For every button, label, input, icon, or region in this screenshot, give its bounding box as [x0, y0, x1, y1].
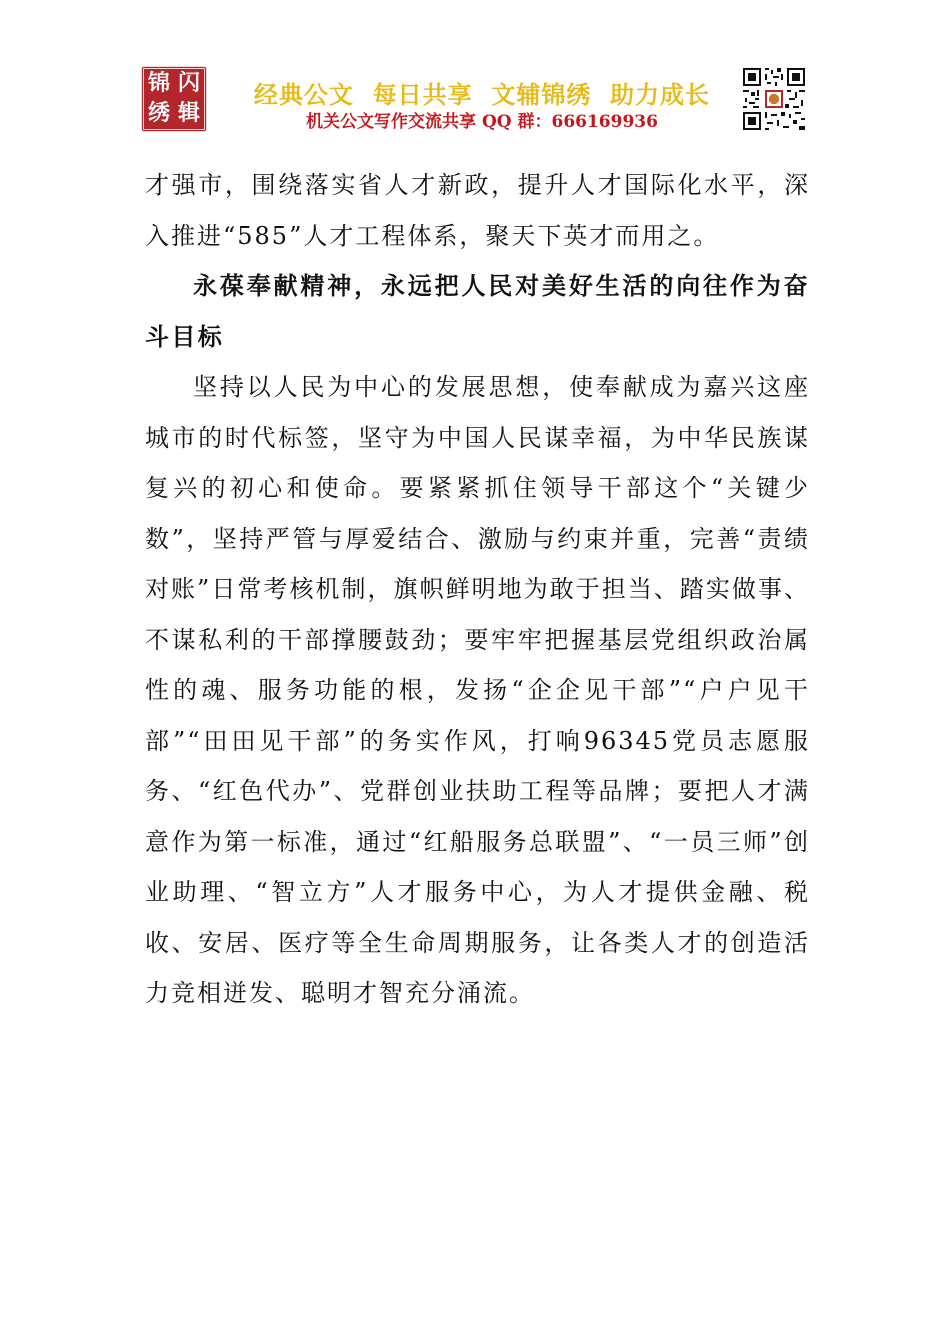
seal-char: 辑 — [177, 101, 200, 126]
section-heading: 永葆奉献精神，永远把人民对美好生活的向往作为奋斗目标 — [145, 272, 810, 351]
header-slogan: 经典公文 每日共享 文辅锦绣 助力成长 — [253, 81, 711, 109]
header-qq-group: 机关公文写作交流共享 QQ 群：666169936 — [306, 112, 658, 132]
paragraph: 坚持以人民为中心的发展思想，使奉献成为嘉兴这座城市的时代标签，坚守为中国人民谋幸福，为中华民族谋复兴的初心和使命。要紧紧抓住领导干部这个“关键少数”，坚持严管与厚爱结合、激励与约束并重，完善“责绩对账”日常考核机制，旗帜鲜明地为敢于担当、踏实做事、不谋私利的干部撑腰鼓劲；要牢牢把握基层党组织政治属性的魂、服务功能的根，发扬“企企见干部”“户户见干部”“田田见干部”的务实作风，打响96345党员志愿服务、“红色代办”、党群创业扶助工程等品牌；要把人才满意作为第一标准，通过“红船服务总联盟”、“一员三师”创业助理、“智立方”人才服务中心，为人才提供金融、税收、安居、医疗等全生命周期服务，让各类人才的创造活力竞相迸发、聪明才智充分涌流。 — [145, 373, 810, 1007]
seal-char: 绣 — [147, 101, 170, 126]
seal-char: 闪 — [177, 71, 200, 96]
seal-char: 锦 — [147, 71, 170, 96]
paragraph-continued: 才强市，围绕落实省人才新政，提升人才国际化水平，深入推进“585”人才工程体系，聚天下英才而用之。 — [145, 171, 810, 250]
qr-code-icon — [741, 66, 807, 132]
document-body — [145, 160, 810, 1019]
seal-logo — [141, 66, 207, 132]
page-header — [141, 66, 808, 134]
